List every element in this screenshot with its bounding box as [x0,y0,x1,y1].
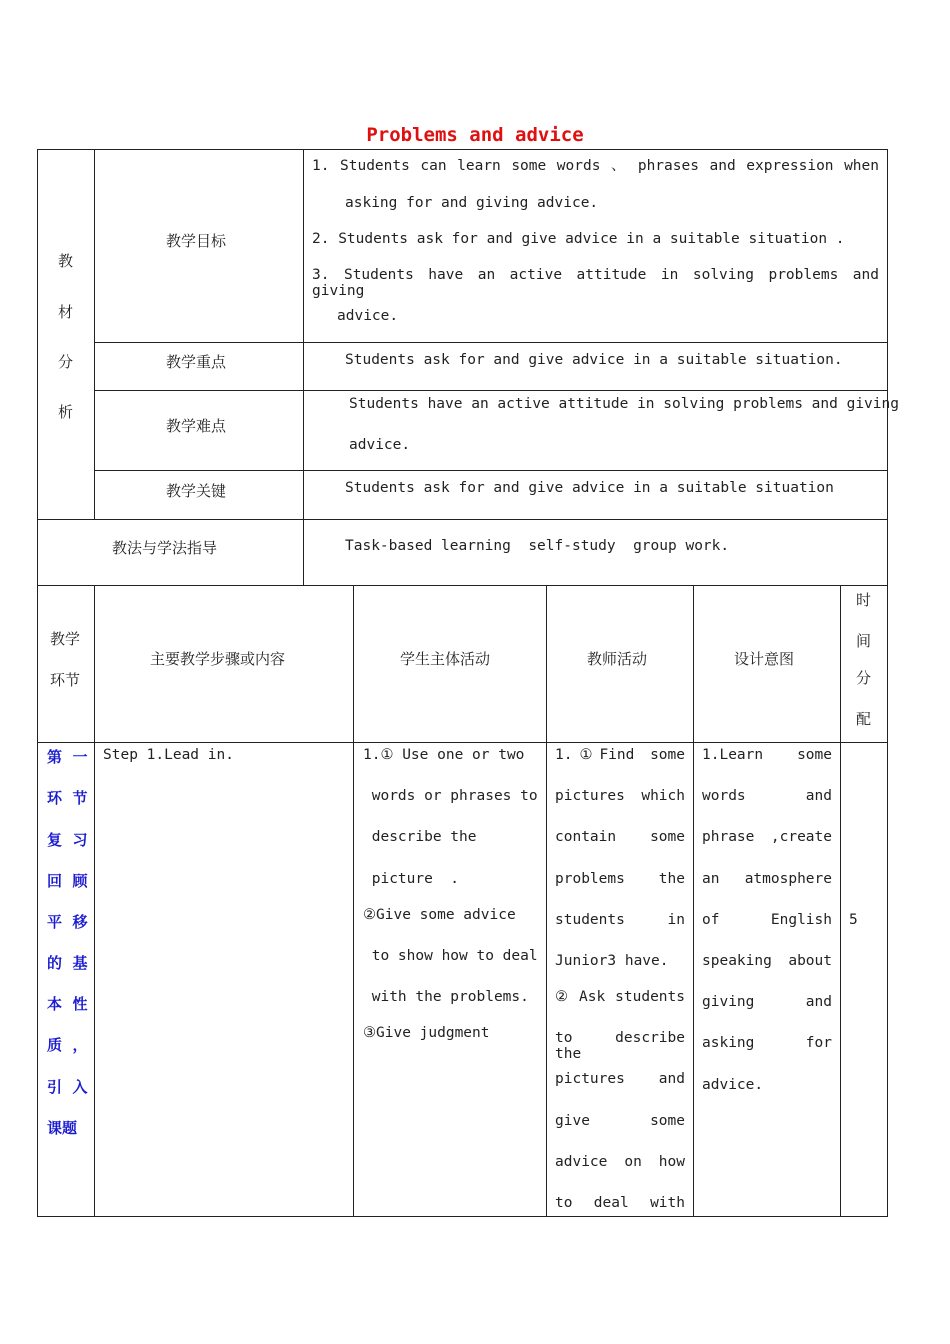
time-allocation: 5 [849,912,858,928]
design-line: asking for [702,1035,832,1051]
step-content: Step 1.Lead in. [103,747,234,763]
stage-line: 的 基 [47,954,88,972]
design-line: an atmosphere [702,871,832,887]
header-design: 设计意图 [734,650,795,668]
objective-1-line-2: asking for and giving advice. [345,195,599,211]
design-line: speaking about [702,953,832,969]
stage-line: 回 顾 [47,872,88,890]
key-points-value: Students ask for and give advice in a suitable situation. [345,352,843,368]
teacher-activity-line: Junior3 have. [555,953,669,969]
teacher-activity-line: pictures and [555,1071,685,1087]
teacher-activity-line: pictures which [555,788,685,804]
objectives-label: 教学目标 [166,232,227,250]
key-points-label: 教学重点 [166,353,227,371]
design-line: words and [702,788,832,804]
objective-3-line-2: advice. [337,308,399,324]
stage-line: 环 节 [47,789,88,807]
analysis-label-2: 材 [58,303,74,321]
design-line: of English [702,912,832,928]
student-activity-line: to show how to deal [363,948,538,964]
objective-3-line-1: 3. Students have an active attitude in solving problems and giving [312,267,879,299]
design-line: advice. [702,1077,764,1093]
objective-2: 2. Students ask for and give advice in a suitable situation . [312,231,845,247]
stage-line: 质 ， [47,1036,88,1054]
key-value: Students ask for and give advice in a suitable situation [345,480,834,496]
student-activity-line: ③Give judgment [363,1025,490,1041]
header-time-4: 配 [856,710,872,728]
student-activity-line: describe the [363,829,477,845]
design-line: phrase ,create [702,829,832,845]
stage-line: 第 一 [47,748,88,766]
header-stage-1: 教学 [50,630,81,648]
analysis-label-1: 教 [58,252,74,270]
stage-line: 本 性 [47,995,88,1013]
header-time-2: 间 [856,632,872,650]
key-label: 教学关键 [166,482,227,500]
difficulties-label: 教学难点 [166,417,227,435]
teacher-activity-line: give some [555,1113,685,1129]
methods-value: Task-based learning self-study group work. [345,538,730,554]
student-activity-line: 1.① Use one or two [363,747,525,763]
stage-line: 课题 [47,1119,78,1137]
teacher-activity-line: contain some [555,829,685,845]
header-time-3: 分 [856,669,872,687]
header-steps: 主要教学步骤或内容 [150,650,286,668]
page-title: Problems and advice [366,124,584,146]
analysis-label-3: 分 [58,353,74,371]
difficulties-line-1: Students have an active attitude in solving problems and giving [349,396,899,412]
header-teacher: 教师活动 [587,650,648,668]
analysis-label-4: 析 [58,403,74,421]
student-activity-line: words or phrases to [363,788,538,804]
header-student: 学生主体活动 [400,650,491,668]
teacher-activity-line: 1.①Find some [555,747,685,763]
teacher-activity-line: problems the [555,871,685,887]
design-line: giving and [702,994,832,1010]
header-stage-2: 环节 [50,671,81,689]
stage-line: 引 入 [47,1078,88,1096]
teacher-activity-line: ② Ask students [555,989,685,1005]
student-activity-line: with the problems. [363,989,529,1005]
student-activity-line: ②Give some advice [363,907,516,923]
header-time-1: 时 [856,591,872,609]
teacher-activity-line: to describe the [555,1030,685,1062]
methods-label: 教法与学法指导 [112,539,218,557]
difficulties-line-2: advice. [349,437,411,453]
teacher-activity-line: advice on how [555,1154,685,1170]
teacher-activity-line: students in [555,912,685,928]
student-activity-line: picture . [363,871,460,887]
design-line: 1.Learn some [702,747,832,763]
stage-line: 平 移 [47,913,88,931]
objective-1-line-1: 1. Students can learn some words 、 phrases and expression when [312,158,879,174]
teacher-activity-line: to deal with [555,1195,685,1211]
stage-line: 复 习 [47,831,88,849]
